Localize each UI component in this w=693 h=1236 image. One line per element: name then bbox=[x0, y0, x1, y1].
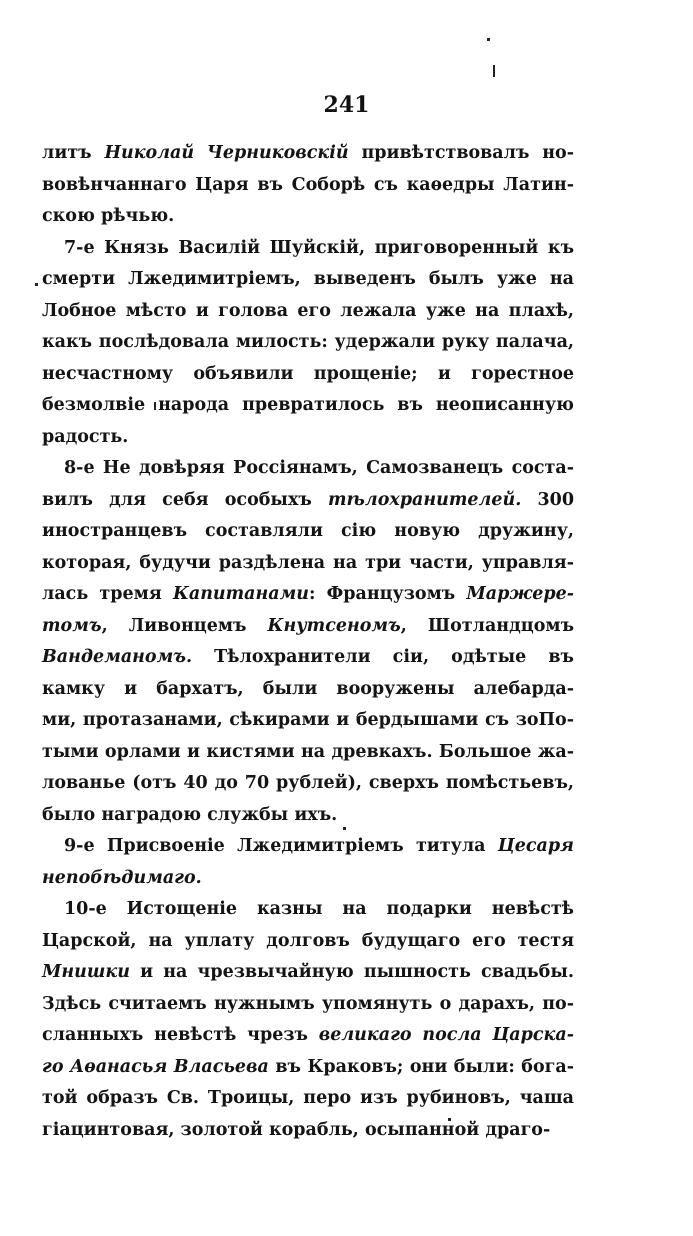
text-span: несчастному объявили прощеніе; и горестное bbox=[42, 363, 574, 384]
text-line bbox=[42, 1052, 574, 1084]
paragraph-p6-continued bbox=[42, 138, 574, 233]
text-span: ми, протазанами, сѣкирами и бердышами съ зоПо- bbox=[42, 710, 574, 730]
paragraph-p9 bbox=[42, 831, 574, 894]
text-line bbox=[42, 548, 574, 580]
text-line bbox=[42, 516, 574, 548]
text-span: лованье (отъ 40 до 70 рублей), сверхъ помѣстьевъ, bbox=[42, 773, 574, 793]
italic-span: Мнишки bbox=[42, 962, 130, 982]
text-line bbox=[42, 579, 574, 611]
text-line bbox=[42, 674, 574, 706]
text-line bbox=[42, 989, 574, 1021]
text-line bbox=[42, 768, 574, 800]
text-line bbox=[42, 642, 574, 674]
ink-speck bbox=[493, 65, 495, 77]
text-line bbox=[42, 1115, 574, 1147]
text-line bbox=[42, 1020, 574, 1052]
text-span: 300 bbox=[521, 489, 575, 510]
italic-span: Маржере- bbox=[466, 584, 574, 604]
text-span: лась тремя bbox=[42, 584, 173, 604]
text-span: и на чрезвычайную пышность свадьбы. bbox=[129, 962, 574, 982]
text-span: 7-е Князь Василій Шуйскій, приговоренный къ bbox=[64, 237, 574, 258]
text-line bbox=[42, 957, 574, 989]
italic-span: непобѣдимаго. bbox=[42, 867, 202, 888]
text-line bbox=[42, 863, 574, 895]
text-span: въ Краковъ; они были: бога- bbox=[268, 1056, 574, 1077]
text-line bbox=[42, 737, 574, 769]
text-span: Царской, на уплату долговъ будущаго его тестя bbox=[42, 930, 574, 951]
text-span: сланныхъ невѣстѣ чрезъ bbox=[42, 1025, 319, 1045]
text-span: скою рѣчью. bbox=[42, 206, 175, 226]
italic-span: великаго посла Царска- bbox=[318, 1025, 574, 1045]
italic-span: го Аѳанасья Власьева bbox=[42, 1056, 269, 1077]
text-line bbox=[42, 705, 574, 737]
text-span: вовѣнчаннаго Царя въ Соборѣ съ каѳедры Латин- bbox=[42, 174, 574, 195]
text-span: камку и бархатъ, были вооружены алебарда- bbox=[42, 678, 574, 699]
text-span: 9-е Присвоеніе Лжедимитріемъ титула bbox=[64, 836, 498, 856]
text-span: 10-е Истощеніе казны на подарки невѣстѣ bbox=[64, 899, 574, 919]
text-line bbox=[42, 201, 574, 233]
text-span: смерти Лжедимитріемъ, выведенъ былъ уже на bbox=[42, 269, 574, 289]
text-line bbox=[42, 453, 574, 485]
italic-span: Вандеманомъ. bbox=[42, 647, 193, 667]
page-number: 241 bbox=[323, 92, 370, 118]
text-line bbox=[42, 264, 574, 296]
text-line bbox=[42, 359, 574, 391]
text-line bbox=[42, 485, 574, 517]
text-line bbox=[42, 296, 574, 328]
text-line bbox=[42, 233, 574, 265]
italic-span: Капитанами bbox=[172, 584, 309, 604]
text-line bbox=[42, 831, 574, 863]
text-span: Здѣсь считаемъ нужнымъ упомянуть о дарахъ, по- bbox=[42, 993, 574, 1014]
text-span: привѣтствовалъ но- bbox=[348, 143, 574, 163]
paragraph-p10 bbox=[42, 894, 574, 1146]
text-span: , Ливонцемъ bbox=[101, 615, 268, 636]
text-line bbox=[42, 1083, 574, 1115]
text-line bbox=[42, 422, 574, 454]
text-span: было наградою службы ихъ. bbox=[42, 804, 338, 825]
text-span: иностранцевъ составляли сію новую дружину, bbox=[42, 521, 574, 541]
text-span: 8-е Не довѣряя Россіянамъ, Самозванецъ соста- bbox=[64, 458, 574, 478]
ink-speck bbox=[487, 38, 490, 41]
text-span: которая, будучи раздѣлена на три части, управля- bbox=[42, 552, 574, 573]
text-line bbox=[42, 894, 574, 926]
italic-span: Кнутсеномъ bbox=[267, 615, 401, 636]
text-span: литъ bbox=[42, 143, 105, 163]
text-line bbox=[42, 926, 574, 958]
text-span: радость. bbox=[42, 426, 129, 447]
text-span: , Шотландцомъ bbox=[400, 615, 574, 636]
ink-speck bbox=[35, 283, 38, 286]
italic-span: Николай Черниковскій bbox=[104, 143, 349, 163]
text-line bbox=[42, 170, 574, 202]
italic-span: Цесаря bbox=[497, 836, 574, 856]
text-span: : Французомъ bbox=[308, 584, 467, 604]
text-line bbox=[42, 800, 574, 832]
text-span: Лобное мѣсто и голова его лежала уже на плахѣ, bbox=[42, 300, 574, 321]
text-span: тыми орлами и кистями на древкахъ. Большое жа- bbox=[42, 741, 574, 762]
text-span: безмолвіе народа превратилось въ неописанную bbox=[42, 395, 574, 415]
text-line bbox=[42, 327, 574, 359]
body-text bbox=[42, 138, 574, 1146]
paragraph-p7 bbox=[42, 233, 574, 454]
italic-span: тѣлохранителей. bbox=[328, 489, 522, 510]
text-span: вилъ для себя особыхъ bbox=[42, 489, 329, 510]
italic-span: томъ bbox=[42, 615, 102, 636]
text-line bbox=[42, 138, 574, 170]
text-span: той образъ Св. Троицы, перо изъ рубиновъ, чаша bbox=[42, 1088, 574, 1108]
text-line bbox=[42, 611, 574, 643]
text-span: какъ послѣдовала милость: удержали руку палача, bbox=[42, 332, 574, 352]
text-line bbox=[42, 390, 574, 422]
text-span: гіацинтовая, золотой корабль, осыпанной драго- bbox=[42, 1119, 551, 1140]
text-span: Тѣлохранители сіи, одѣтые въ bbox=[192, 647, 574, 667]
paragraph-p8 bbox=[42, 453, 574, 831]
